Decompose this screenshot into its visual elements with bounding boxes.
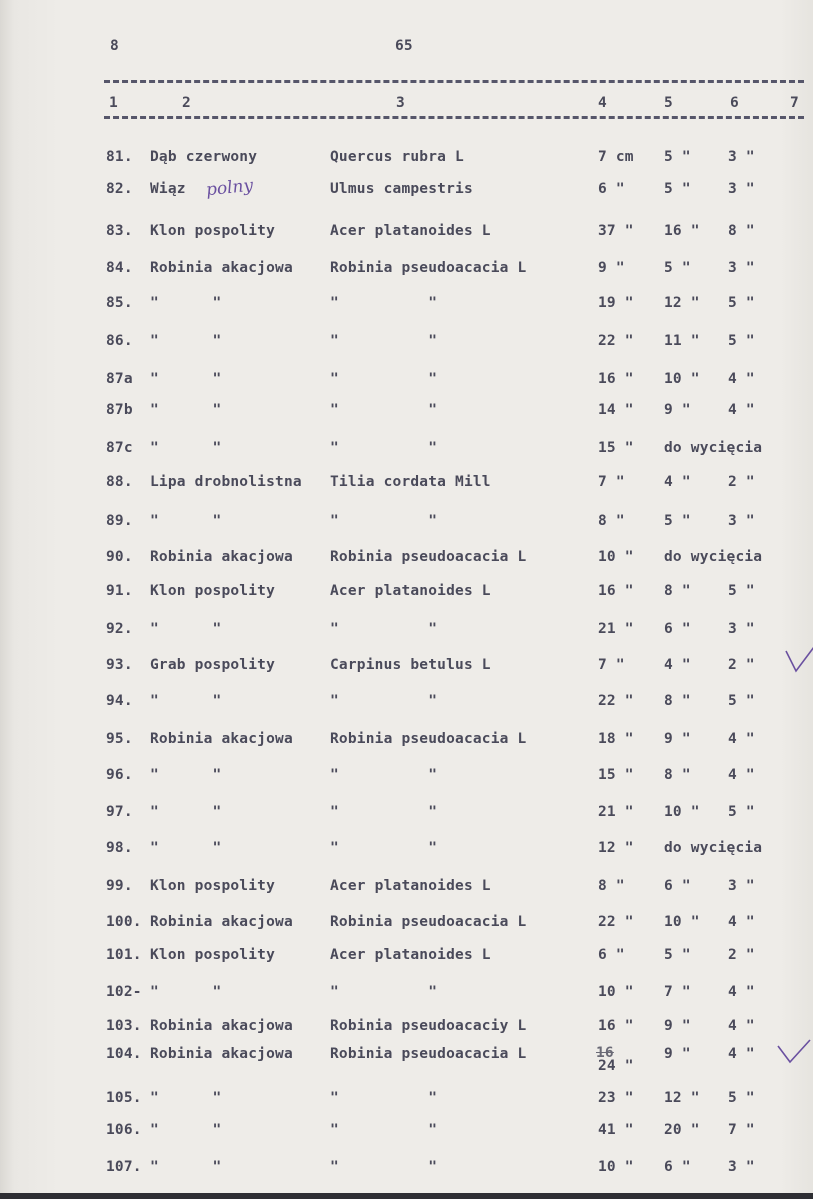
table-cell-no: 99. xyxy=(106,878,133,894)
table-cell-c4: 22 " xyxy=(598,693,634,709)
table-cell-no: 107. xyxy=(106,1159,142,1175)
table-cell-no: 87a xyxy=(106,371,133,387)
table-cell-lat: Acer platanoides L xyxy=(330,947,491,963)
table-cell-pl: Lipa drobnolistna xyxy=(150,474,302,490)
table-cell-c6: 3 " xyxy=(728,1159,755,1175)
table-cell-pl: " " xyxy=(150,804,222,820)
table-cell-pl: Robinia akacjowa xyxy=(150,914,293,930)
table-cell-pl: " " xyxy=(150,402,222,418)
table-cell-no: 96. xyxy=(106,767,133,783)
table-cell-lat: Robinia pseudoacaciy L xyxy=(330,1018,527,1034)
table-cell-lat: Carpinus betulus L xyxy=(330,657,491,673)
table-cell-no: 87b xyxy=(106,402,133,418)
table-cell-c5: do wycięcia xyxy=(664,440,763,456)
table-cell-c4: 23 " xyxy=(598,1090,634,1106)
table-cell-no: 85. xyxy=(106,295,133,311)
table-cell-no: 83. xyxy=(106,223,133,239)
table-cell-c6: 4 " xyxy=(728,731,755,747)
table-cell-pl: " " xyxy=(150,1159,222,1175)
table-cell-c6: 5 " xyxy=(728,804,755,820)
table-cell-c5: do wycięcia xyxy=(664,549,763,565)
table-cell-lat: " " xyxy=(330,767,438,783)
table-cell-lat: " " xyxy=(330,440,438,456)
table-cell-no: 89. xyxy=(106,513,133,529)
table-cell-pl: " " xyxy=(150,693,222,709)
table-cell-no: 84. xyxy=(106,260,133,276)
table-cell-no: 102- xyxy=(106,984,142,1000)
table-cell-c6: 2 " xyxy=(728,947,755,963)
table-cell-c5: 12 " xyxy=(664,1090,700,1106)
table-cell-c6: 3 " xyxy=(728,621,755,637)
table-cell-c6: 4 " xyxy=(728,914,755,930)
column-header: 3 xyxy=(396,95,405,111)
table-cell-c5: 9 " xyxy=(664,1018,691,1034)
table-cell-lat: Ulmus campestris xyxy=(330,181,473,197)
table-cell-pl: " " xyxy=(150,371,222,387)
table-cell-c5: 5 " xyxy=(664,149,691,165)
table-cell-c5: 7 " xyxy=(664,984,691,1000)
table-cell-lat: Robinia pseudoacacia L xyxy=(330,914,527,930)
table-cell-c5: 12 " xyxy=(664,295,700,311)
table-cell-no: 87c xyxy=(106,440,133,456)
table-cell-c5: 5 " xyxy=(664,947,691,963)
table-cell-no: 106. xyxy=(106,1122,142,1138)
table-cell-c5: 10 " xyxy=(664,804,700,820)
table-cell-c5: 5 " xyxy=(664,513,691,529)
table-cell-lat: Robinia pseudoacacia L xyxy=(330,731,527,747)
table-cell-lat: Robinia pseudoacacia L xyxy=(330,549,527,565)
table-cell-pl: " " xyxy=(150,333,222,349)
table-cell-c4: 15 " xyxy=(598,440,634,456)
table-cell-c5: 4 " xyxy=(664,474,691,490)
column-header: 2 xyxy=(182,95,191,111)
table-cell-c6: 2 " xyxy=(728,474,755,490)
table-cell-c4: 8 " xyxy=(598,878,625,894)
table-cell-c4: 10 " xyxy=(598,549,634,565)
table-cell-c5: do wycięcia xyxy=(664,840,763,856)
table-cell-c6: 4 " xyxy=(728,984,755,1000)
table-cell-c4: 7 " xyxy=(598,474,625,490)
table-cell-c6: 5 " xyxy=(728,583,755,599)
table-cell-c6: 3 " xyxy=(728,513,755,529)
struck-value: 16 xyxy=(596,1045,614,1061)
table-cell-c6: 3 " xyxy=(728,260,755,276)
table-cell-lat: " " xyxy=(330,621,438,637)
table-cell-c4: 10 " xyxy=(598,1159,634,1175)
table-cell-no: 90. xyxy=(106,549,133,565)
table-cell-c4: 6 " xyxy=(598,181,625,197)
table-cell-c6: 4 " xyxy=(728,402,755,418)
table-cell-c6: 3 " xyxy=(728,149,755,165)
table-cell-pl: " " xyxy=(150,295,222,311)
table-cell-c5: 8 " xyxy=(664,693,691,709)
table-cell-no: 105. xyxy=(106,1090,142,1106)
header-rule-bottom xyxy=(104,116,804,119)
table-cell-c5: 6 " xyxy=(664,621,691,637)
header-rule-top xyxy=(104,80,804,83)
table-cell-c4: 6 " xyxy=(598,947,625,963)
table-cell-no: 97. xyxy=(106,804,133,820)
table-cell-pl: " " xyxy=(150,621,222,637)
table-cell-c6: 5 " xyxy=(728,1090,755,1106)
table-cell-lat: Acer platanoides L xyxy=(330,878,491,894)
table-cell-no: 101. xyxy=(106,947,142,963)
table-cell-c4: 7 " xyxy=(598,657,625,673)
column-header: 7 xyxy=(790,95,799,111)
table-cell-c4: 16 " xyxy=(598,583,634,599)
table-cell-pl: Klon pospolity xyxy=(150,223,276,239)
table-cell-c6: 5 " xyxy=(728,333,755,349)
table-cell-c5: 6 " xyxy=(664,878,691,894)
table-cell-lat: " " xyxy=(330,371,438,387)
table-cell-c4: 16 " xyxy=(598,1018,634,1034)
table-cell-lat: Robinia pseudoacacia L xyxy=(330,1046,527,1062)
table-cell-lat: " " xyxy=(330,513,438,529)
table-cell-c6: 7 " xyxy=(728,1122,755,1138)
table-cell-lat: " " xyxy=(330,1122,438,1138)
table-cell-c4: 21 " xyxy=(598,804,634,820)
table-cell-c4: 14 " xyxy=(598,402,634,418)
table-cell-c5: 8 " xyxy=(664,583,691,599)
table-cell-no: 98. xyxy=(106,840,133,856)
table-cell-lat: " " xyxy=(330,1090,438,1106)
table-cell-lat: " " xyxy=(330,984,438,1000)
table-cell-pl: " " xyxy=(150,767,222,783)
table-cell-c6: 5 " xyxy=(728,295,755,311)
table-cell-no: 103. xyxy=(106,1018,142,1034)
table-cell-c5: 10 " xyxy=(664,371,700,387)
table-cell-c5: 5 " xyxy=(664,181,691,197)
table-cell-c4: 12 " xyxy=(598,840,634,856)
table-cell-lat: " " xyxy=(330,840,438,856)
table-cell-c5: 20 " xyxy=(664,1122,700,1138)
table-cell-c4: 10 " xyxy=(598,984,634,1000)
table-cell-pl: " " xyxy=(150,440,222,456)
table-cell-no: 92. xyxy=(106,621,133,637)
table-cell-no: 86. xyxy=(106,333,133,349)
table-cell-c6: 5 " xyxy=(728,693,755,709)
table-cell-c4: 18 " xyxy=(598,731,634,747)
table-cell-c5: 11 " xyxy=(664,333,700,349)
scan-edge xyxy=(0,1193,813,1199)
table-cell-pl: Grab pospolity xyxy=(150,657,276,673)
check-mark-icon xyxy=(784,645,813,675)
table-cell-c5: 6 " xyxy=(664,1159,691,1175)
table-cell-pl: Dąb czerwony xyxy=(150,149,258,165)
table-cell-no: 95. xyxy=(106,731,133,747)
table-cell-c6: 4 " xyxy=(728,1046,755,1062)
column-header: 6 xyxy=(730,95,739,111)
table-cell-no: 82. xyxy=(106,181,133,197)
table-cell-c6: 4 " xyxy=(728,767,755,783)
table-cell-no: 81. xyxy=(106,149,133,165)
table-cell-c6: 3 " xyxy=(728,878,755,894)
table-cell-c5: 9 " xyxy=(664,402,691,418)
table-cell-c4: 22 " xyxy=(598,333,634,349)
table-cell-pl: " " xyxy=(150,513,222,529)
table-cell-pl: " " xyxy=(150,984,222,1000)
table-cell-lat: Robinia pseudoacacia L xyxy=(330,260,527,276)
table-cell-c6: 8 " xyxy=(728,223,755,239)
table-cell-no: 94. xyxy=(106,693,133,709)
table-cell-lat: " " xyxy=(330,1159,438,1175)
table-cell-c6: 4 " xyxy=(728,1018,755,1034)
table-cell-c5: 5 " xyxy=(664,260,691,276)
header-left-number: 8 xyxy=(110,38,119,54)
table-cell-c6: 3 " xyxy=(728,181,755,197)
table-cell-pl: Robinia akacjowa xyxy=(150,1046,293,1062)
table-cell-c5: 9 " xyxy=(664,1046,691,1062)
table-cell-lat: " " xyxy=(330,693,438,709)
table-cell-c4: 15 " xyxy=(598,767,634,783)
table-cell-c4: 41 " xyxy=(598,1122,634,1138)
table-cell-c6: 2 " xyxy=(728,657,755,673)
table-cell-c4: 19 " xyxy=(598,295,634,311)
table-cell-lat: " " xyxy=(330,402,438,418)
table-cell-c5: 9 " xyxy=(664,731,691,747)
table-cell-no: 91. xyxy=(106,583,133,599)
table-cell-lat: " " xyxy=(330,295,438,311)
table-cell-c5: 4 " xyxy=(664,657,691,673)
table-cell-c4: 22 " xyxy=(598,914,634,930)
table-cell-lat: Acer platanoides L xyxy=(330,583,491,599)
table-cell-pl: " " xyxy=(150,1122,222,1138)
table-cell-lat: Quercus rubra L xyxy=(330,149,464,165)
table-cell-pl: Klon pospolity xyxy=(150,878,276,894)
table-cell-pl: Robinia akacjowa xyxy=(150,731,293,747)
handwritten-annotation: polny xyxy=(205,175,255,201)
table-cell-c4: 37 " xyxy=(598,223,634,239)
table-cell-c4: 8 " xyxy=(598,513,625,529)
table-cell-no: 93. xyxy=(106,657,133,673)
table-cell-lat: " " xyxy=(330,333,438,349)
column-header: 4 xyxy=(598,95,607,111)
table-cell-c4: 7 cm xyxy=(598,149,634,165)
table-cell-no: 88. xyxy=(106,474,133,490)
table-cell-pl: " " xyxy=(150,1090,222,1106)
table-cell-no: 104. xyxy=(106,1046,142,1062)
table-cell-c5: 16 " xyxy=(664,223,700,239)
column-header: 5 xyxy=(664,95,673,111)
table-cell-pl: Klon pospolity xyxy=(150,583,276,599)
table-cell-no: 100. xyxy=(106,914,142,930)
table-cell-pl: " " xyxy=(150,840,222,856)
table-cell-lat: Tilia cordata Mill xyxy=(330,474,491,490)
table-cell-c6: 4 " xyxy=(728,371,755,387)
table-cell-c4: 21 " xyxy=(598,621,634,637)
check-mark-icon xyxy=(776,1036,813,1066)
table-cell-pl: Klon pospolity xyxy=(150,947,276,963)
table-cell-c4: 16 " xyxy=(598,371,634,387)
table-cell-c5: 8 " xyxy=(664,767,691,783)
table-cell-pl: Robinia akacjowa xyxy=(150,1018,293,1034)
page-number: 65 xyxy=(395,38,413,54)
column-header: 1 xyxy=(109,95,118,111)
table-cell-lat: " " xyxy=(330,804,438,820)
table-cell-c5: 10 " xyxy=(664,914,700,930)
table-cell-pl: Wiąz xyxy=(150,181,186,197)
table-cell-c4: 24 " xyxy=(598,1058,634,1074)
table-cell-pl: Robinia akacjowa xyxy=(150,549,293,565)
table-cell-c4: 9 " xyxy=(598,260,625,276)
table-cell-lat: Acer platanoides L xyxy=(330,223,491,239)
table-cell-pl: Robinia akacjowa xyxy=(150,260,293,276)
